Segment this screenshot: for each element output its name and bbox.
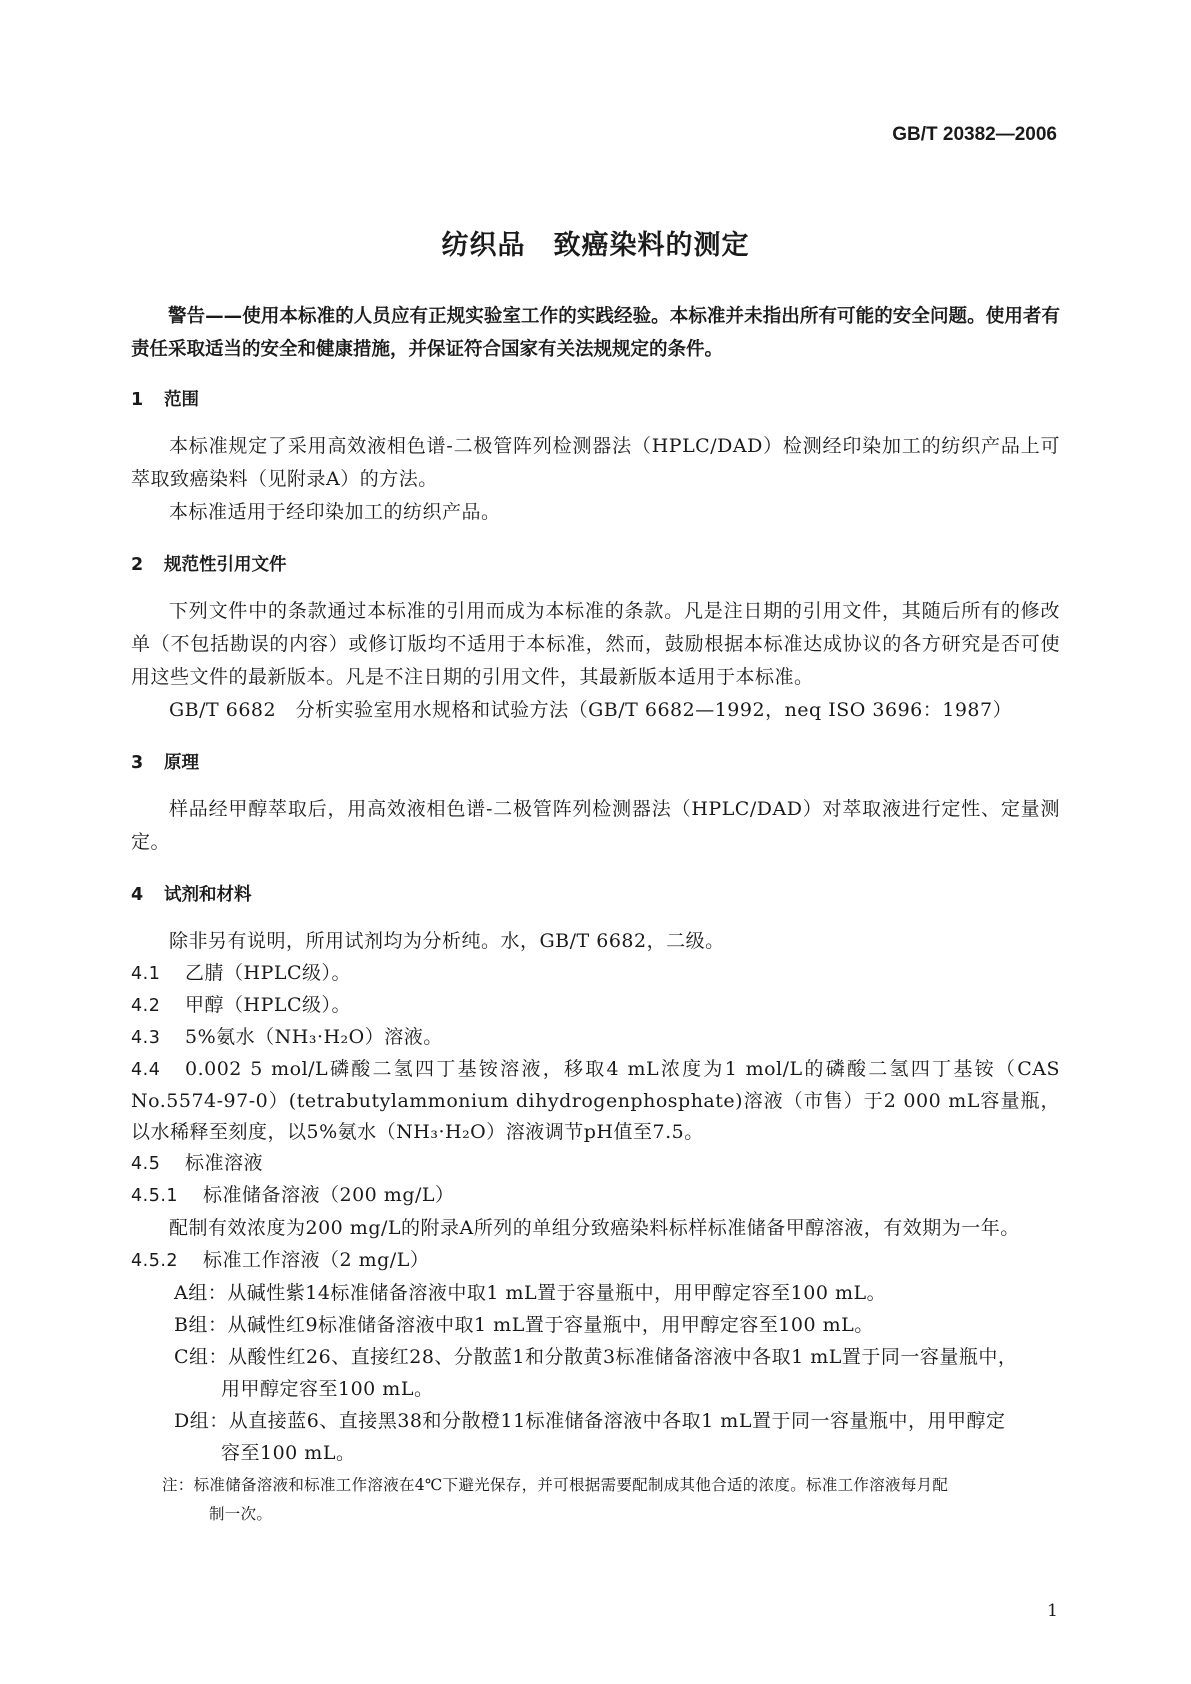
note-label: 注：	[162, 1476, 194, 1494]
group-label: D组：	[174, 1410, 229, 1432]
document-title: 纺织品 致癌染料的测定	[441, 230, 750, 261]
clause-text: 标准储备溶液（200 mg/L）	[203, 1184, 455, 1206]
group-entry	[131, 1277, 1060, 1309]
clause-item	[131, 1054, 1060, 1148]
clause-number: 4.4	[131, 1060, 161, 1080]
page-number: 1	[1047, 1601, 1058, 1621]
clause-number: 4.5	[131, 1154, 161, 1174]
group-label: B组：	[174, 1314, 228, 1336]
note-text: 标准储备溶液和标准工作溶液在4℃下避光保存，并可根据需要配制成其他合适的浓度。标准工作溶液每月配	[193, 1476, 949, 1494]
standard-number: GB/T 20382—2006	[892, 124, 1057, 145]
group-text-continued: 用甲醇定容至100 mL。	[221, 1378, 434, 1400]
reference-entry: GB/T 6682 分析实验室用水规格和试验方法（GB/T 6682—1992，neq ISO 3696：1987）	[169, 699, 1013, 721]
group-label: A组：	[174, 1282, 228, 1304]
clause-number: 4.5.2	[131, 1251, 179, 1271]
clause-item	[131, 1148, 1060, 1180]
group-text: 从酸性红26、直接红28、分散蓝1和分散黄3标准储备溶液中各取1 mL置于同一容量瓶中，	[228, 1346, 1018, 1368]
paragraph: 本标准适用于经印染加工的纺织产品。	[169, 501, 501, 523]
clause-text: 标准溶液	[185, 1152, 264, 1174]
section-title: 范围	[164, 390, 199, 410]
section-number: 3	[131, 753, 144, 773]
paragraph: 本标准规定了采用高效液相色谱-二极管阵列检测器法（HPLC/DAD）检测经印染加工的纺织产品上可萃取致癌染料（见附录A）的方法。	[131, 435, 1060, 490]
group-entry	[131, 1341, 1060, 1405]
clause-text: 5%氨水（NH₃·H₂O）溶液。	[185, 1026, 443, 1048]
clause-text: 0.002 5 mol/L磷酸二氢四丁基铵溶液，移取4 mL浓度为1 mol/L的磷酸二氢四丁基铵（CAS No.5574-97-0）(tetrabutylammonium dihydrogenphosphate)溶液（市售）于2 000 mL容量瓶，以水稀释至刻度，以5%氨水（NH₃·H₂O）溶液调节pH值至7.5。	[131, 1058, 1060, 1143]
section-number: 2	[131, 555, 144, 575]
clause-item	[131, 1180, 1060, 1212]
section-number: 1	[131, 390, 144, 410]
clause-item	[131, 958, 1060, 990]
clause-number: 4.1	[131, 964, 161, 984]
note-text-continued: 制一次。	[209, 1505, 273, 1523]
section-heading-principle	[131, 749, 1060, 777]
note	[131, 1471, 1060, 1529]
group-entry	[131, 1405, 1060, 1469]
paragraph: 配制有效浓度为200 mg/L的附录A所列的单组分致癌染料标样标准储备甲醇溶液，有效期为一年。	[169, 1217, 1020, 1239]
clause-item	[131, 990, 1060, 1022]
clause-text: 甲醇（HPLC级）。	[185, 994, 352, 1016]
section-heading-normative-references	[131, 551, 1060, 579]
group-entry	[131, 1309, 1060, 1341]
clause-text: 标准工作溶液（2 mg/L）	[203, 1249, 430, 1271]
section-number: 4	[131, 885, 144, 905]
clause-number: 4.2	[131, 996, 161, 1016]
section-title: 规范性引用文件	[164, 555, 287, 575]
document-body	[131, 300, 1060, 1529]
group-label: C组：	[174, 1346, 229, 1368]
clause-item	[131, 1022, 1060, 1054]
clause-item	[131, 1245, 1060, 1277]
section-title: 原理	[164, 753, 199, 773]
clause-text: 乙腈（HPLC级）。	[185, 962, 352, 984]
paragraph: 样品经甲醇萃取后，用高效液相色谱-二极管阵列检测器法（HPLC/DAD）对萃取液进行定性、定量测定。	[131, 798, 1060, 853]
paragraph: 下列文件中的条款通过本标准的引用而成为本标准的条款。凡是注日期的引用文件，其随后所有的修改单（不包括勘误的内容）或修订版均不适用于本标准，然而，鼓励根据本标准达成协议的各方研究是否可使用这些文件的最新版本。凡是不注日期的引用文件，其最新版本适用于本标准。	[131, 600, 1060, 688]
group-text: 从直接蓝6、直接黑38和分散橙11标准储备溶液中各取1 mL置于同一容量瓶中，用甲醇定	[228, 1410, 1006, 1432]
section-heading-scope	[131, 386, 1060, 414]
section-title: 试剂和材料	[164, 885, 252, 905]
group-text: 从碱性紫14标准储备溶液中取1 mL置于容量瓶中，用甲醇定容至100 mL。	[227, 1282, 887, 1304]
clause-number: 4.3	[131, 1028, 161, 1048]
group-text: 从碱性红9标准储备溶液中取1 mL置于容量瓶中，用甲醇定容至100 mL。	[227, 1314, 874, 1336]
paragraph: 除非另有说明，所用试剂均为分析纯。水，GB/T 6682，二级。	[169, 930, 725, 952]
group-text-continued: 容至100 mL。	[221, 1442, 356, 1464]
section-heading-reagents	[131, 881, 1060, 909]
clause-number: 4.5.1	[131, 1186, 179, 1206]
warning-text: 警告——使用本标准的人员应有正规实验室工作的实践经验。本标准并未指出所有可能的安全问题。使用者有责任采取适当的安全和健康措施，并保证符合国家有关法规规定的条件。	[131, 306, 1060, 360]
